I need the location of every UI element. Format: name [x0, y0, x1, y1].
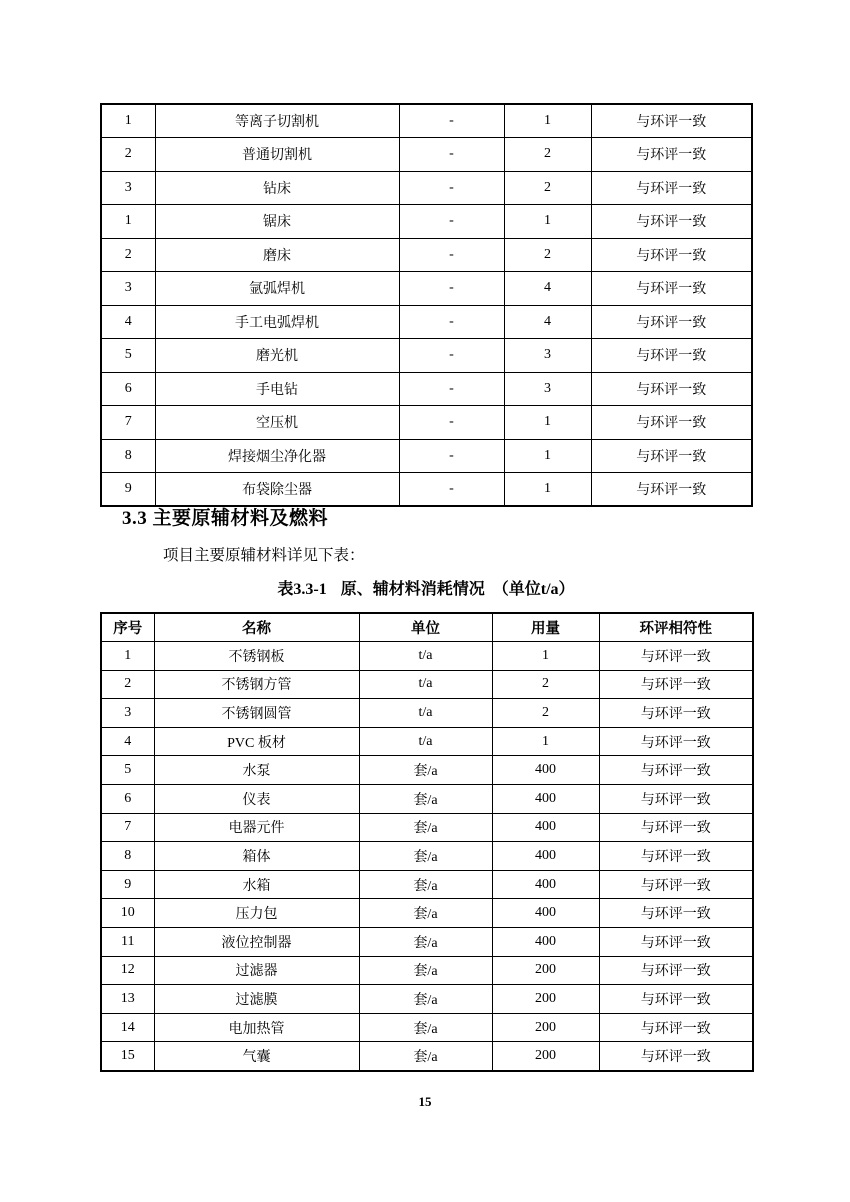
table-cell: -: [399, 238, 504, 272]
table-cell: 套/a: [359, 1013, 492, 1042]
table-cell: 7: [101, 406, 155, 440]
table-cell: 8: [101, 439, 155, 473]
table-cell: 普通切割机: [155, 138, 399, 172]
table-cell: 与环评一致: [599, 756, 753, 785]
table-cell: 与环评一致: [591, 272, 752, 306]
table-cell: 1: [101, 642, 154, 671]
table-row: [101, 699, 753, 728]
table-cell: -: [399, 138, 504, 172]
header-row: [101, 613, 753, 642]
table-cell: 等离子切割机: [155, 104, 399, 138]
table-row: [101, 406, 752, 440]
table-cell: 1: [504, 473, 591, 507]
table-cell: 电器元件: [154, 813, 359, 842]
table-cell: 11: [101, 928, 154, 957]
table-cell: -: [399, 473, 504, 507]
table-cell: 与环评一致: [599, 642, 753, 671]
table-cell: 400: [492, 756, 599, 785]
table-cell: 2: [101, 670, 154, 699]
table-row: [101, 272, 752, 306]
table-cell: 与环评一致: [599, 785, 753, 814]
table-row: [101, 104, 752, 138]
table-row: [101, 642, 753, 671]
table-row: [101, 813, 753, 842]
table-cell: t/a: [359, 642, 492, 671]
table-cell: 400: [492, 870, 599, 899]
table-cell: 400: [492, 842, 599, 871]
table-cell: 与环评一致: [599, 899, 753, 928]
table-cell: 1: [504, 205, 591, 239]
table-cell: 套/a: [359, 985, 492, 1014]
section-heading: 3.3 主要原辅材料及燃料: [122, 508, 329, 529]
table-cell: 与环评一致: [591, 305, 752, 339]
table-cell: 4: [101, 305, 155, 339]
table-cell: 4: [504, 305, 591, 339]
intro-paragraph: 项目主要原辅材料详见下表：: [163, 547, 365, 564]
table-row: [101, 1042, 753, 1071]
table-caption: [100, 576, 752, 599]
table-cell: 5: [101, 339, 155, 373]
table-row: [101, 899, 753, 928]
table-cell: 套/a: [359, 956, 492, 985]
table-cell: 400: [492, 813, 599, 842]
table-cell: 锯床: [155, 205, 399, 239]
table-cell: 套/a: [359, 756, 492, 785]
table-cell: 与环评一致: [599, 670, 753, 699]
table-cell: 与环评一致: [591, 104, 752, 138]
table-cell: -: [399, 205, 504, 239]
table-cell: 箱体: [154, 842, 359, 871]
table-cell: 与环评一致: [591, 406, 752, 440]
table-cell: -: [399, 171, 504, 205]
table-cell: 9: [101, 870, 154, 899]
table-cell: -: [399, 372, 504, 406]
materials-table: [100, 612, 754, 1072]
table-cell: 200: [492, 1013, 599, 1042]
table-cell: 套/a: [359, 813, 492, 842]
table-cell: 10: [101, 899, 154, 928]
table-cell: 200: [492, 956, 599, 985]
table-cell: 与环评一致: [591, 171, 752, 205]
table-cell: 与环评一致: [599, 842, 753, 871]
table-row: [101, 928, 753, 957]
equipment-table: [100, 103, 753, 507]
table-cell: 5: [101, 756, 154, 785]
table-cell: 6: [101, 372, 155, 406]
table-row: [101, 985, 753, 1014]
table-row: [101, 372, 752, 406]
table-cell: 3: [101, 699, 154, 728]
table-row: [101, 238, 752, 272]
table-cell: 不锈钢方管: [154, 670, 359, 699]
table-cell: 400: [492, 928, 599, 957]
header-cell: 用量: [492, 613, 599, 642]
table-cell: -: [399, 104, 504, 138]
table-row: [101, 339, 752, 373]
table-row: [101, 138, 752, 172]
table-cell: 与环评一致: [599, 699, 753, 728]
table-cell: 14: [101, 1013, 154, 1042]
table-cell: 15: [101, 1042, 154, 1071]
table-cell: 压力包: [154, 899, 359, 928]
table-row: [101, 670, 753, 699]
materials-table-header: [101, 613, 753, 642]
table-cell: 200: [492, 1042, 599, 1071]
table-cell: 与环评一致: [591, 372, 752, 406]
table-cell: 水泵: [154, 756, 359, 785]
table-cell: 3: [504, 339, 591, 373]
table-cell: 1: [504, 104, 591, 138]
table-cell: 与环评一致: [591, 439, 752, 473]
table-row: [101, 727, 753, 756]
table-row: [101, 756, 753, 785]
table-cell: 3: [504, 372, 591, 406]
table-cell: -: [399, 439, 504, 473]
materials-table-body: [101, 642, 753, 1071]
table-cell: 与环评一致: [599, 928, 753, 957]
table-cell: 磨光机: [155, 339, 399, 373]
table-cell: 电加热管: [154, 1013, 359, 1042]
table-cell: 不锈钢圆管: [154, 699, 359, 728]
table-cell: 3: [101, 272, 155, 306]
table-cell: 套/a: [359, 1042, 492, 1071]
table-cell: -: [399, 406, 504, 440]
table-row: [101, 785, 753, 814]
table-cell: 6: [101, 785, 154, 814]
table-cell: 布袋除尘器: [155, 473, 399, 507]
table-row: [101, 956, 753, 985]
table-cell: 2: [504, 171, 591, 205]
table-cell: 1: [101, 104, 155, 138]
table-cell: 2: [504, 238, 591, 272]
table-row: [101, 305, 752, 339]
table-cell: -: [399, 272, 504, 306]
table-cell: 钻床: [155, 171, 399, 205]
table-cell: 与环评一致: [599, 813, 753, 842]
table-cell: 2: [504, 138, 591, 172]
table-cell: 不锈钢板: [154, 642, 359, 671]
table-cell: t/a: [359, 670, 492, 699]
table-cell: 8: [101, 842, 154, 871]
table-row: [101, 870, 753, 899]
header-cell: 环评相符性: [599, 613, 753, 642]
table-caption-title: 原、辅材料消耗情况: [340, 581, 485, 598]
header-cell: 名称: [154, 613, 359, 642]
table-row: [101, 439, 752, 473]
table-cell: 1: [492, 727, 599, 756]
table-cell: 焊接烟尘净化器: [155, 439, 399, 473]
table-cell: t/a: [359, 699, 492, 728]
table-cell: 套/a: [359, 870, 492, 899]
table-cell: -: [399, 339, 504, 373]
table-row: [101, 205, 752, 239]
table-cell: 2: [492, 670, 599, 699]
table-cell: 2: [101, 238, 155, 272]
table-cell: 200: [492, 985, 599, 1014]
table-cell: 3: [101, 171, 155, 205]
table-cell: 磨床: [155, 238, 399, 272]
table-cell: 与环评一致: [599, 870, 753, 899]
table-cell: 1: [504, 406, 591, 440]
table-cell: 水箱: [154, 870, 359, 899]
table-cell: 1: [492, 642, 599, 671]
table-cell: 13: [101, 985, 154, 1014]
table-row: [101, 1013, 753, 1042]
table-cell: 4: [101, 727, 154, 756]
table-cell: 与环评一致: [599, 956, 753, 985]
table-cell: 与环评一致: [591, 138, 752, 172]
table-cell: t/a: [359, 727, 492, 756]
table-cell: 与环评一致: [599, 727, 753, 756]
table-cell: 9: [101, 473, 155, 507]
table-cell: 与环评一致: [599, 985, 753, 1014]
table-cell: 2: [492, 699, 599, 728]
table-cell: 手电钻: [155, 372, 399, 406]
table-cell: 氩弧焊机: [155, 272, 399, 306]
table-cell: 手工电弧焊机: [155, 305, 399, 339]
table-cell: -: [399, 305, 504, 339]
table-cell: PVC 板材: [154, 727, 359, 756]
table-cell: 7: [101, 813, 154, 842]
table-row: [101, 473, 752, 507]
table-cell: 400: [492, 899, 599, 928]
page-number: 15: [418, 1094, 432, 1109]
table-cell: 套/a: [359, 842, 492, 871]
table-cell: 过滤膜: [154, 985, 359, 1014]
table-cell: 4: [504, 272, 591, 306]
table-cell: 气囊: [154, 1042, 359, 1071]
table-cell: 套/a: [359, 899, 492, 928]
table-cell: 过滤器: [154, 956, 359, 985]
table-cell: 与环评一致: [599, 1042, 753, 1071]
table-cell: 空压机: [155, 406, 399, 440]
table-cell: 2: [101, 138, 155, 172]
table-row: [101, 171, 752, 205]
table-caption-label: 表3.3-1: [277, 581, 327, 598]
table-cell: 12: [101, 956, 154, 985]
table-cell: 与环评一致: [591, 473, 752, 507]
table-cell: 400: [492, 785, 599, 814]
table-cell: 套/a: [359, 928, 492, 957]
table-cell: 1: [504, 439, 591, 473]
header-cell: 单位: [359, 613, 492, 642]
equipment-table-body: [101, 104, 752, 506]
table-cell: 套/a: [359, 785, 492, 814]
table-cell: 与环评一致: [599, 1013, 753, 1042]
table-cell: 与环评一致: [591, 238, 752, 272]
table-caption-unit: （单位t/a）: [492, 581, 575, 598]
table-cell: 1: [101, 205, 155, 239]
table-cell: 与环评一致: [591, 339, 752, 373]
table-cell: 与环评一致: [591, 205, 752, 239]
table-row: [101, 842, 753, 871]
table-cell: 仪表: [154, 785, 359, 814]
header-cell: 序号: [101, 613, 154, 642]
table-cell: 液位控制器: [154, 928, 359, 957]
